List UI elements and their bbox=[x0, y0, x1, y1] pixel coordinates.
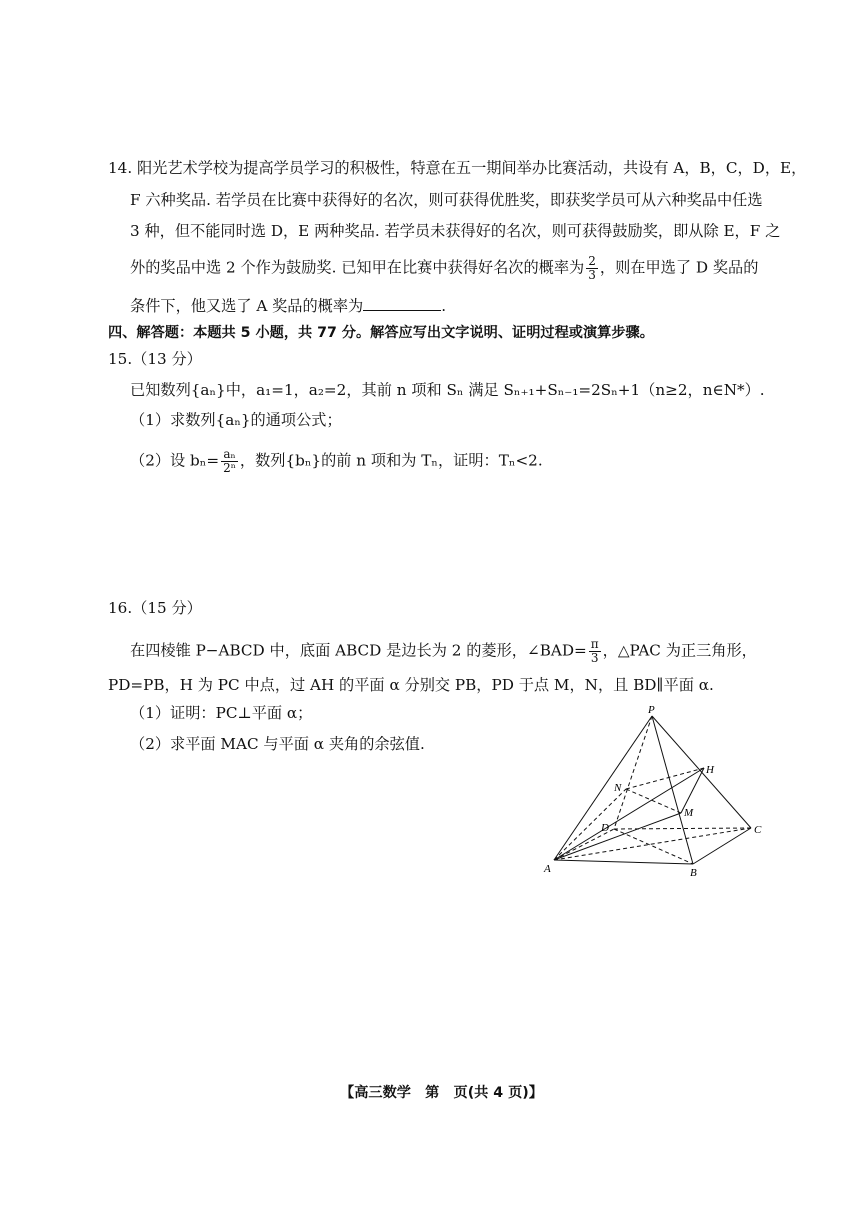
label-C: C bbox=[754, 824, 762, 836]
edge-PB bbox=[652, 716, 693, 864]
label-M: M bbox=[684, 807, 694, 819]
q15-bn-fraction bbox=[221, 448, 238, 475]
segment-AM bbox=[554, 813, 681, 860]
q14-answer-blank[interactable] bbox=[363, 296, 441, 311]
label-H: H bbox=[706, 764, 714, 776]
fraction-numerator: aₙ bbox=[221, 448, 238, 462]
q15-part-2-text-a: （2）设 bₙ= bbox=[130, 451, 220, 470]
q16-part-2: （2）求平面 MAC 与平面 α 夹角的余弦值. bbox=[130, 735, 425, 753]
q15-part-1: （1）求数列{aₙ}的通项公式； bbox=[130, 411, 342, 429]
fraction-denominator: 2ⁿ bbox=[223, 461, 236, 475]
q16-line-1-text-a: 在四棱锥 P−ABCD 中，底面 ABCD 是边长为 2 的菱形，∠BAD= bbox=[130, 641, 587, 660]
fraction-denominator: 3 bbox=[590, 651, 599, 665]
q14-line-4-text-a: 外的奖品中选 2 个作为鼓励奖. 已知甲在比赛中获得好名次的概率为 bbox=[130, 258, 585, 277]
edge-PA bbox=[554, 716, 652, 860]
q14-line-4-text-b: ，则在甲选了 D 奖品的 bbox=[599, 258, 759, 277]
segment-NH bbox=[626, 768, 704, 789]
diagonal-AC bbox=[554, 828, 751, 860]
q14-line-2: F 六种奖品. 若学员在比赛中获得好的名次，则可获得优胜奖，即获奖学员可从六种奖品中任选 bbox=[130, 191, 763, 209]
q15-stem: 已知数列{aₙ}中，a₁=1，a₂=2，其前 n 项和 Sₙ 满足 Sₙ₊₁+Sₙ₋₁=2Sₙ+1（n≥2，n∈N*）. bbox=[130, 381, 765, 399]
q15-part-2 bbox=[130, 448, 543, 475]
pyramid-figure bbox=[538, 700, 770, 882]
q14-line-3: 3 种，但不能同时选 D，E 两种奖品. 若学员未获得好的名次，则可获得鼓励奖，即从除 E，F 之 bbox=[130, 222, 781, 240]
q14-probability-fraction bbox=[586, 255, 598, 282]
label-A: A bbox=[544, 863, 551, 875]
label-N: N bbox=[614, 782, 622, 794]
edge-BC bbox=[693, 828, 751, 864]
fraction-numerator: 2 bbox=[588, 254, 596, 268]
q16-angle-fraction bbox=[589, 638, 601, 665]
label-B: B bbox=[690, 867, 697, 879]
q16-part-1: （1）证明：PC⊥平面 α； bbox=[130, 704, 313, 722]
q14-line-5 bbox=[130, 296, 446, 316]
q16-line-1 bbox=[130, 638, 757, 665]
q16-header: 16.（15 分） bbox=[108, 599, 202, 617]
diagonal-BD bbox=[614, 829, 693, 864]
q14-line-5-end: . bbox=[441, 297, 447, 315]
q15-header: 15.（13 分） bbox=[108, 350, 202, 368]
fraction-numerator: π bbox=[590, 637, 599, 651]
label-P: P bbox=[648, 704, 655, 716]
edge-DC bbox=[614, 828, 751, 829]
q16-line-2: PD=PB，H 为 PC 中点，过 AH 的平面 α 分别交 PB，PD 于点 M，N，且 BD∥平面 α. bbox=[108, 676, 714, 694]
q15-part-2-text-b: ，数列{bₙ}的前 n 项和为 Tₙ，证明：Tₙ<2. bbox=[239, 451, 543, 470]
q14-line-4 bbox=[130, 255, 758, 282]
segment-AH bbox=[554, 768, 704, 860]
section-4-heading: 四、解答题：本题共 5 小题，共 77 分。解答应写出文字说明、证明过程或演算步骤。 bbox=[108, 325, 654, 341]
page-footer: 【高三数学 第 页(共 4 页)】 bbox=[340, 1085, 543, 1101]
fraction-denominator: 3 bbox=[588, 268, 596, 282]
q16-line-1-text-b: ，△PAC 为正三角形， bbox=[602, 641, 757, 660]
q14-line-1: 14. 阳光艺术学校为提高学员学习的积极性，特意在五一期间举办比赛活动，共设有 A，B，C，D，E， bbox=[108, 159, 807, 177]
q14-line-5-text: 条件下，他又选了 A 奖品的概率为 bbox=[130, 297, 364, 315]
edge-AB bbox=[554, 860, 693, 864]
label-D: D bbox=[601, 822, 609, 834]
